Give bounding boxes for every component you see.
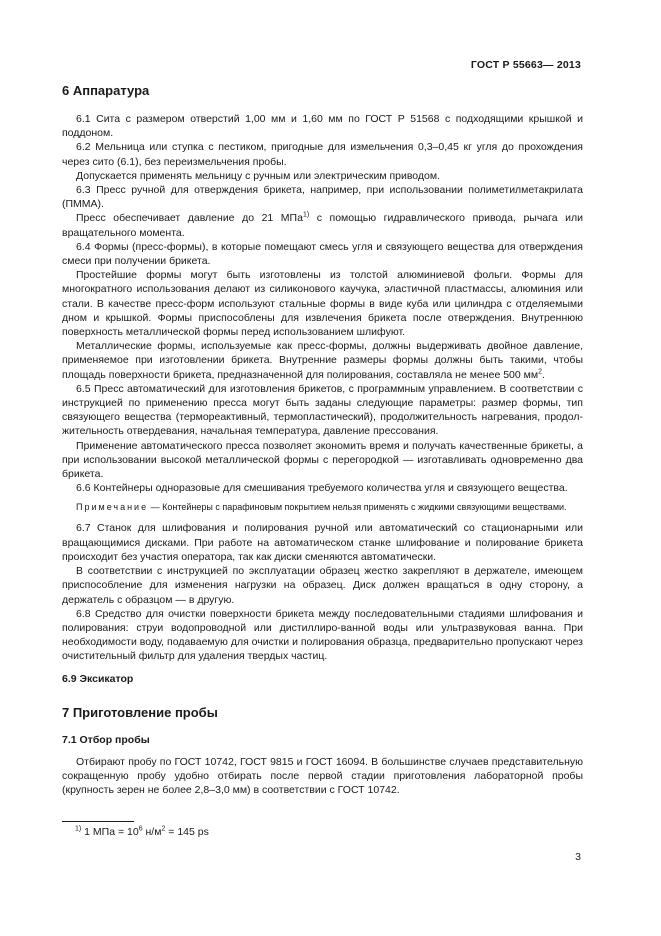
footnote-exponent-2: 2 — [161, 825, 166, 833]
paragraph-6-3: 6.3 Пресс ручной для отверждения брикета, например, при использовании полиметилметакрилата (ПММА). — [62, 184, 583, 211]
section-7-title: 7 Приготовление пробы — [62, 704, 218, 720]
footnote — [75, 826, 209, 838]
page-number: 3 — [575, 851, 581, 863]
paragraph-6-5-application: Применение автоматического пресса позволяет экономить время и получать качественные брикеты, а при использовании высокой металлической формы с перегородкой — изготавливать одновременно два брикета. — [62, 439, 583, 481]
pressure-text-start: Пресс обеспечивает давление до 21 МПа — [76, 212, 303, 225]
paragraph-6-7-holder: В соответствии с инструкцией по эксплуатации образец жестко закрепляют в держателе, имеющем приспособление для изменения нагрузки на образец. Диск должен вращаться в одну сторону, а держатель с образцом — в другую. — [62, 565, 583, 606]
note-6-6 — [62, 501, 583, 514]
paragraph-6-4: 6.4 Формы (пресс-формы), в которые помещают смесь угля и связующего вещества для отверждения смеси при получении брикета. — [62, 240, 583, 268]
paragraph-7-1: Отбирают пробу по ГОСТ 10742, ГОСТ 9815 и ГОСТ 16094. В большинстве случаев представительную сокращенную пробу удобно отбирать после первой стадии приготовления лабораторной пробы (крупность зерен не более 2,8–3,0 мм) в соответствии с ГОСТ 10742. — [62, 755, 583, 796]
footnote-exponent-1: 6 — [138, 825, 143, 833]
paragraph-6-4-metal-forms — [62, 339, 583, 382]
document-body — [62, 83, 583, 797]
footnote-part-2: н/м — [142, 826, 162, 838]
metal-forms-text: Металлические формы, используемые как пресс-формы, должны выдерживать двойное давление, применяемое при изготовлении брикета. Внутренние размеры формы должны быть такими, чтобы площадь поверхности брикета, предназначенной для полирования, составляла не менее 500 мм — [62, 340, 583, 381]
area-exponent: 2 — [538, 368, 542, 376]
footnote-part-3: = 145 ps — [165, 826, 209, 838]
subsection-7-1-title: 7.1 Отбор пробы — [62, 733, 150, 746]
paragraph-6-1: 6.1 Сита с размером отверстий 1,00 мм и 1,60 мм по ГОСТ Р 51568 с подходящими крышкой и поддоном. — [62, 113, 583, 140]
paragraph-6-4-forms: Простейшие формы могут быть изготовлены из толстой алюминиевой фольги. Формы для многократного использования делают из силиконового каучука, эластичной пластмассы, алюминия или стали. В качестве пресс-форм используют стальные формы в виде куба или цилиндра с отделяемыми дном и крышкой. Формы приспособлены для извлечения брикета после отверждения. Внутреннюю поверхность металлической формы перед использованием шлифуют. — [62, 269, 583, 339]
paragraph-6-2: 6.2 Мельница или ступка с пестиком, пригодные для измельчения 0,3–0,45 кг угля до прохождения через сито (6.1), без переизмельчения пробы. — [62, 141, 583, 168]
note-text: — Контейнеры с парафиновым покрытием нельзя применять с жидкими связующими веществами. — [148, 502, 567, 513]
footnote-part-1: 1 МПа = 10 — [81, 826, 139, 838]
standard-header: ГОСТ Р 55663— 2013 — [470, 59, 581, 71]
subsection-6-9-title: 6.9 Эксикатор — [62, 672, 134, 685]
paragraph-6-2-note: Допускается применять мельницу с ручным или электрическим приводом. — [76, 169, 441, 182]
metal-forms-end: . — [541, 368, 545, 381]
footnote-divider — [62, 821, 134, 822]
paragraph-6-6: 6.6 Контейнеры одноразовые для смешивания требуемого количества угля и связующего вещества. — [76, 482, 568, 495]
paragraph-6-8: 6.8 Средство для очистки поверхности брикета между последовательными стадиями шлифования и полирования: струи водопроводной или дистиллиро-ванной воды или ультразвуковая ванна. При необходимости воду, подаваемую для очистки и полирования образца, предварительно пропускают через очистительный фильтр для удаления твердых частиц. — [62, 607, 583, 663]
paragraph-6-5: 6.5 Пресс автоматический для изготовления брикетов, с программным управлением. В соответствии с инструкцией по применению пресса могут быть заданы следующие параметры: размер формы, тип связующего вещества (термореактивный, термопластический), продолжительность нагревания, продол-жительность отвердевания, начальная температура, давление прессования. — [62, 382, 583, 438]
section-6-title: 6 Аппаратура — [62, 83, 150, 98]
paragraph-6-3-pressure — [62, 211, 583, 239]
paragraph-6-7: 6.7 Станок для шлифования и полирования ручной или автоматический со стационарными или вращающимися дисками. При работе на автоматическом станке шлифование и полирование брикета происходит без участия оператора, так как диски сменяются автоматически. — [62, 522, 583, 563]
note-label: Примечание — [76, 502, 149, 513]
pressure-text-end: с помощью гидравлического привода, рычага или вращательного момента. — [62, 212, 583, 239]
footnote-marker: 1) — [75, 825, 82, 833]
footnote-ref: 1) — [302, 211, 310, 219]
